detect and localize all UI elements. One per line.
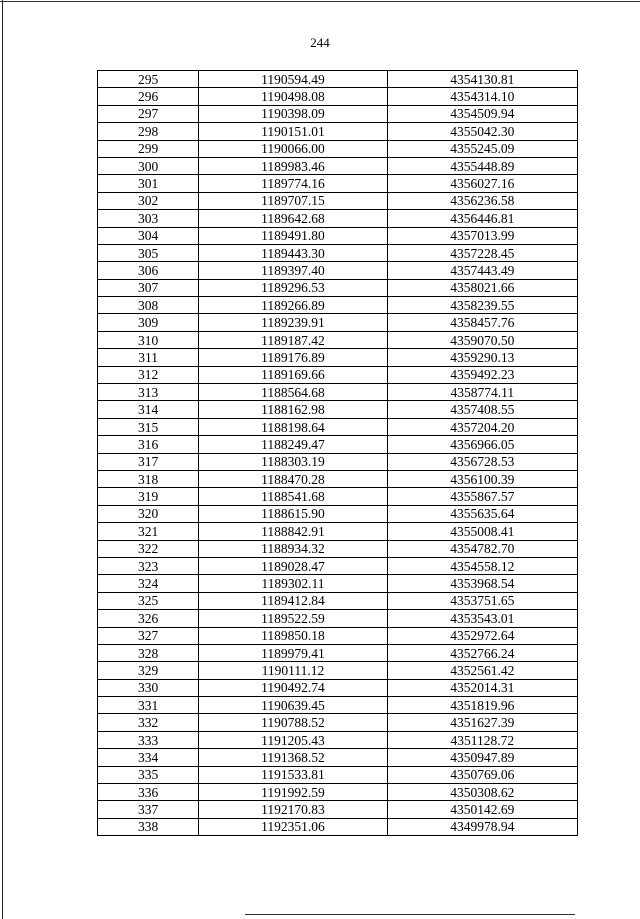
y-coordinate-cell: 4350769.06 [387, 766, 577, 783]
page-edge-bottom [245, 914, 575, 915]
y-coordinate-cell: 4354782.70 [387, 540, 577, 557]
y-coordinate-cell: 4354314.10 [387, 88, 577, 105]
y-coordinate-cell: 4355245.09 [387, 140, 577, 157]
table-row [98, 366, 578, 383]
y-coordinate-cell: 4357408.55 [387, 401, 577, 418]
table-row [98, 210, 578, 227]
y-coordinate-cell: 4356100.39 [387, 470, 577, 487]
y-coordinate-cell: 4352014.31 [387, 679, 577, 696]
point-number-cell: 337 [98, 801, 199, 818]
point-number-cell: 336 [98, 784, 199, 801]
table-row [98, 401, 578, 418]
table-row [98, 575, 578, 592]
x-coordinate-cell: 1189169.66 [199, 366, 387, 383]
table-row [98, 731, 578, 748]
point-number-cell: 310 [98, 331, 199, 348]
x-coordinate-cell: 1192170.83 [199, 801, 387, 818]
x-coordinate-cell: 1188842.91 [199, 523, 387, 540]
x-coordinate-cell: 1190639.45 [199, 697, 387, 714]
table-row [98, 105, 578, 122]
point-number-cell: 299 [98, 140, 199, 157]
x-coordinate-cell: 1188615.90 [199, 505, 387, 522]
point-number-cell: 306 [98, 262, 199, 279]
point-number-cell: 304 [98, 227, 199, 244]
table-row [98, 140, 578, 157]
point-number-cell: 335 [98, 766, 199, 783]
table-row [98, 418, 578, 435]
table-row [98, 784, 578, 801]
x-coordinate-cell: 1188541.68 [199, 488, 387, 505]
x-coordinate-cell: 1189187.42 [199, 331, 387, 348]
x-coordinate-cell: 1189491.80 [199, 227, 387, 244]
point-number-cell: 322 [98, 540, 199, 557]
y-coordinate-cell: 4359492.23 [387, 366, 577, 383]
x-coordinate-cell: 1189397.40 [199, 262, 387, 279]
table-row [98, 505, 578, 522]
y-coordinate-cell: 4350308.62 [387, 784, 577, 801]
table-row [98, 801, 578, 818]
point-number-cell: 298 [98, 123, 199, 140]
x-coordinate-cell: 1189522.59 [199, 610, 387, 627]
table-row [98, 297, 578, 314]
x-coordinate-cell: 1190492.74 [199, 679, 387, 696]
y-coordinate-cell: 4356728.53 [387, 453, 577, 470]
x-coordinate-cell: 1189296.53 [199, 279, 387, 296]
point-number-cell: 325 [98, 592, 199, 609]
table-row [98, 436, 578, 453]
x-coordinate-cell: 1189412.84 [199, 592, 387, 609]
point-number-cell: 314 [98, 401, 199, 418]
table-row [98, 175, 578, 192]
page-edge-left [2, 0, 3, 919]
point-number-cell: 309 [98, 314, 199, 331]
coordinates-table [97, 70, 578, 836]
x-coordinate-cell: 1189707.15 [199, 192, 387, 209]
y-coordinate-cell: 4355635.64 [387, 505, 577, 522]
point-number-cell: 311 [98, 349, 199, 366]
point-number-cell: 323 [98, 557, 199, 574]
point-number-cell: 321 [98, 523, 199, 540]
y-coordinate-cell: 4355042.30 [387, 123, 577, 140]
table-row [98, 314, 578, 331]
y-coordinate-cell: 4352972.64 [387, 627, 577, 644]
y-coordinate-cell: 4357443.49 [387, 262, 577, 279]
point-number-cell: 308 [98, 297, 199, 314]
point-number-cell: 317 [98, 453, 199, 470]
x-coordinate-cell: 1191368.52 [199, 749, 387, 766]
x-coordinate-cell: 1188934.32 [199, 540, 387, 557]
point-number-cell: 307 [98, 279, 199, 296]
x-coordinate-cell: 1190066.00 [199, 140, 387, 157]
y-coordinate-cell: 4351627.39 [387, 714, 577, 731]
table-row [98, 523, 578, 540]
x-coordinate-cell: 1192351.06 [199, 818, 387, 835]
y-coordinate-cell: 4353543.01 [387, 610, 577, 627]
table-row [98, 644, 578, 661]
point-number-cell: 305 [98, 244, 199, 261]
point-number-cell: 334 [98, 749, 199, 766]
point-number-cell: 315 [98, 418, 199, 435]
x-coordinate-cell: 1188470.28 [199, 470, 387, 487]
y-coordinate-cell: 4358021.66 [387, 279, 577, 296]
x-coordinate-cell: 1191533.81 [199, 766, 387, 783]
y-coordinate-cell: 4353751.65 [387, 592, 577, 609]
point-number-cell: 326 [98, 610, 199, 627]
point-number-cell: 331 [98, 697, 199, 714]
x-coordinate-cell: 1190498.08 [199, 88, 387, 105]
y-coordinate-cell: 4356236.58 [387, 192, 577, 209]
table-row [98, 279, 578, 296]
table-row [98, 349, 578, 366]
table-row [98, 557, 578, 574]
y-coordinate-cell: 4357013.99 [387, 227, 577, 244]
x-coordinate-cell: 1190151.01 [199, 123, 387, 140]
table-row [98, 749, 578, 766]
point-number-cell: 313 [98, 384, 199, 401]
y-coordinate-cell: 4350947.89 [387, 749, 577, 766]
y-coordinate-cell: 4358457.76 [387, 314, 577, 331]
table-row [98, 331, 578, 348]
x-coordinate-cell: 1189983.46 [199, 157, 387, 174]
y-coordinate-cell: 4350142.69 [387, 801, 577, 818]
y-coordinate-cell: 4356446.81 [387, 210, 577, 227]
table-row [98, 192, 578, 209]
y-coordinate-cell: 4359290.13 [387, 349, 577, 366]
x-coordinate-cell: 1189774.16 [199, 175, 387, 192]
x-coordinate-cell: 1189176.89 [199, 349, 387, 366]
point-number-cell: 318 [98, 470, 199, 487]
table-row [98, 766, 578, 783]
table-row [98, 453, 578, 470]
table-row [98, 123, 578, 140]
point-number-cell: 338 [98, 818, 199, 835]
point-number-cell: 327 [98, 627, 199, 644]
point-number-cell: 297 [98, 105, 199, 122]
y-coordinate-cell: 4355867.57 [387, 488, 577, 505]
x-coordinate-cell: 1190788.52 [199, 714, 387, 731]
y-coordinate-cell: 4356966.05 [387, 436, 577, 453]
table-row [98, 244, 578, 261]
y-coordinate-cell: 4351128.72 [387, 731, 577, 748]
table-row [98, 71, 578, 88]
table-row [98, 714, 578, 731]
point-number-cell: 330 [98, 679, 199, 696]
x-coordinate-cell: 1189302.11 [199, 575, 387, 592]
x-coordinate-cell: 1189979.41 [199, 644, 387, 661]
x-coordinate-cell: 1191205.43 [199, 731, 387, 748]
point-number-cell: 296 [98, 88, 199, 105]
table-row [98, 157, 578, 174]
table-row [98, 470, 578, 487]
x-coordinate-cell: 1188162.98 [199, 401, 387, 418]
table-row [98, 627, 578, 644]
point-number-cell: 303 [98, 210, 199, 227]
y-coordinate-cell: 4349978.94 [387, 818, 577, 835]
x-coordinate-cell: 1189028.47 [199, 557, 387, 574]
point-number-cell: 312 [98, 366, 199, 383]
y-coordinate-cell: 4356027.16 [387, 175, 577, 192]
table-row [98, 227, 578, 244]
y-coordinate-cell: 4355008.41 [387, 523, 577, 540]
point-number-cell: 328 [98, 644, 199, 661]
point-number-cell: 300 [98, 157, 199, 174]
table-row [98, 592, 578, 609]
y-coordinate-cell: 4351819.96 [387, 697, 577, 714]
table-row [98, 697, 578, 714]
x-coordinate-cell: 1189443.30 [199, 244, 387, 261]
point-number-cell: 329 [98, 662, 199, 679]
table-row [98, 679, 578, 696]
point-number-cell: 301 [98, 175, 199, 192]
table-row [98, 262, 578, 279]
y-coordinate-cell: 4358774.11 [387, 384, 577, 401]
table-row [98, 88, 578, 105]
x-coordinate-cell: 1191992.59 [199, 784, 387, 801]
point-number-cell: 320 [98, 505, 199, 522]
point-number-cell: 333 [98, 731, 199, 748]
y-coordinate-cell: 4357204.20 [387, 418, 577, 435]
x-coordinate-cell: 1188249.47 [199, 436, 387, 453]
point-number-cell: 332 [98, 714, 199, 731]
x-coordinate-cell: 1190111.12 [199, 662, 387, 679]
y-coordinate-cell: 4352561.42 [387, 662, 577, 679]
table-row [98, 540, 578, 557]
page-number: 244 [310, 35, 330, 50]
x-coordinate-cell: 1189266.89 [199, 297, 387, 314]
y-coordinate-cell: 4358239.55 [387, 297, 577, 314]
page-edge-top [0, 1, 640, 2]
y-coordinate-cell: 4352766.24 [387, 644, 577, 661]
x-coordinate-cell: 1190398.09 [199, 105, 387, 122]
x-coordinate-cell: 1189642.68 [199, 210, 387, 227]
table-row [98, 488, 578, 505]
y-coordinate-cell: 4359070.50 [387, 331, 577, 348]
x-coordinate-cell: 1188564.68 [199, 384, 387, 401]
y-coordinate-cell: 4354130.81 [387, 71, 577, 88]
point-number-cell: 316 [98, 436, 199, 453]
table-row [98, 384, 578, 401]
x-coordinate-cell: 1188303.19 [199, 453, 387, 470]
table-row [98, 610, 578, 627]
x-coordinate-cell: 1189850.18 [199, 627, 387, 644]
y-coordinate-cell: 4353968.54 [387, 575, 577, 592]
y-coordinate-cell: 4355448.89 [387, 157, 577, 174]
x-coordinate-cell: 1189239.91 [199, 314, 387, 331]
point-number-cell: 295 [98, 71, 199, 88]
point-number-cell: 319 [98, 488, 199, 505]
point-number-cell: 324 [98, 575, 199, 592]
point-number-cell: 302 [98, 192, 199, 209]
y-coordinate-cell: 4357228.45 [387, 244, 577, 261]
x-coordinate-cell: 1190594.49 [199, 71, 387, 88]
x-coordinate-cell: 1188198.64 [199, 418, 387, 435]
y-coordinate-cell: 4354509.94 [387, 105, 577, 122]
table-row [98, 818, 578, 835]
table-row [98, 662, 578, 679]
coordinates-table-body [98, 71, 578, 836]
y-coordinate-cell: 4354558.12 [387, 557, 577, 574]
